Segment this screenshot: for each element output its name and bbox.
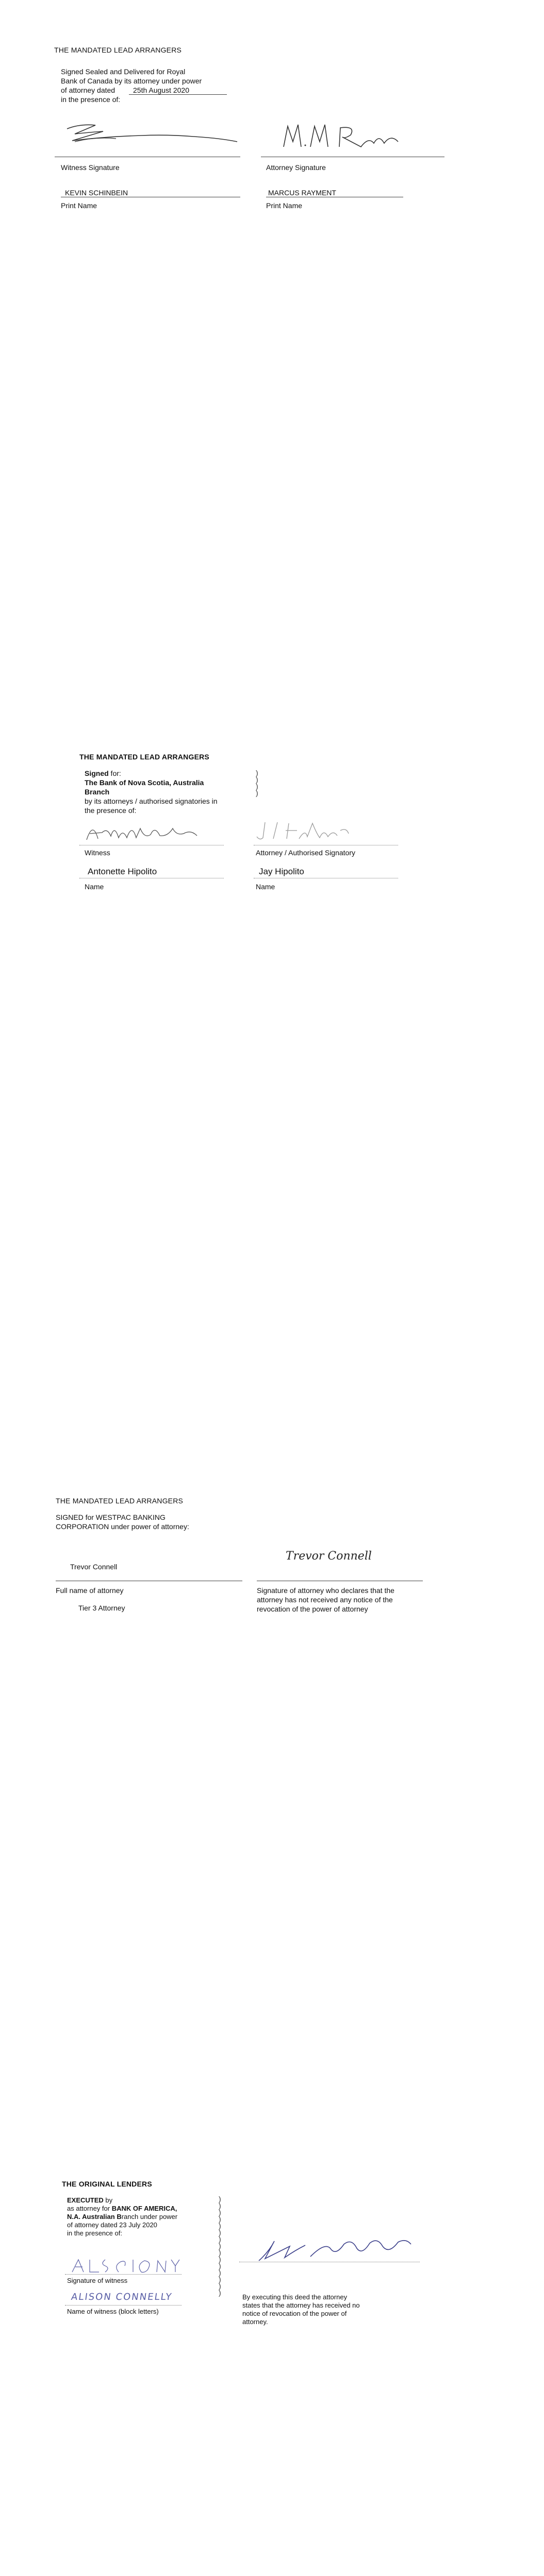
declaration-line-3: revocation of the power of attorney <box>257 1605 368 1613</box>
as-attorney-bold: BANK OF AMERICA, <box>111 2205 177 2212</box>
section-heading: THE MANDATED LEAD ARRANGERS <box>79 753 209 761</box>
section-heading: THE MANDATED LEAD ARRANGERS <box>56 1497 184 1505</box>
attorney-full-name: Trevor Connell <box>70 1563 118 1571</box>
witness-label: Witness <box>85 849 110 857</box>
presence-text: in the presence of: <box>67 2229 122 2237</box>
witness-signature-label: Signature of witness <box>67 2277 128 2284</box>
poa-line: of attorney dated 23 July 2020 <box>67 2221 157 2229</box>
witness-name-label: Name of witness (block letters) <box>67 2308 159 2315</box>
witness-name: KEVIN SCHINBEIN <box>65 189 128 197</box>
attorney-title: Tier 3 Attorney <box>78 1604 125 1612</box>
signed-for-line <box>85 769 121 778</box>
declaration-line-3: notice of revocation of the power of <box>242 2310 347 2317</box>
intro-line-1: Signed Sealed and Delivered for Royal <box>61 67 186 76</box>
declaration-line-1: By executing this deed the attorney <box>242 2293 348 2301</box>
bracket-column: ) ) ) ) <box>256 769 258 797</box>
declaration-line-4: attorney. <box>242 2318 268 2326</box>
signed-for-rest: for: <box>108 769 121 777</box>
print-name-label-right: Print Name <box>266 201 303 210</box>
attorney-signature-label: Attorney Signature <box>266 163 326 172</box>
entity-line-2: Branch <box>85 788 110 796</box>
attorney-handwritten-signature: Trevor Connell <box>286 1550 372 1563</box>
witness-signature-image <box>64 121 240 152</box>
attorney-signature-image <box>278 118 402 155</box>
entity-line-1: The Bank of Nova Scotia, Australia <box>85 778 204 787</box>
poa-date-underline <box>129 94 227 95</box>
print-name-label-left: Print Name <box>61 201 97 210</box>
witness-signature-image <box>83 818 206 844</box>
name-label-right: Name <box>256 883 275 891</box>
by-line-1: by its attorneys / authorised signatories in <box>85 797 218 805</box>
witness-signature-label: Witness Signature <box>61 163 120 172</box>
executed-rest: by <box>103 2196 113 2204</box>
attorney-label: Attorney / Authorised Signatory <box>256 849 355 857</box>
witness-name-handwritten: ALISON CONNELLY <box>70 2292 173 2302</box>
attorney-name: Jay Hipolito <box>259 867 304 876</box>
entity-rest: ranch under power <box>121 2213 178 2221</box>
entity-bold-b: B <box>117 2213 122 2221</box>
full-name-label: Full name of attorney <box>56 1586 124 1595</box>
attorney-name: MARCUS RAYMENT <box>268 189 336 197</box>
bracket-column: ) ) ) ) ) ) ) ) ) ) ) ) ) ) ) <box>219 2195 221 2297</box>
witness-signature-line <box>65 2274 182 2275</box>
declaration-line-2: attorney has not received any notice of the <box>257 1596 393 1604</box>
signed-line-1: SIGNED for WESTPAC BANKING <box>56 1513 166 1521</box>
presence-text: in the presence of: <box>61 95 121 104</box>
intro-line-2: Bank of Canada by its attorney under power <box>61 77 202 85</box>
executed-label: EXECUTED <box>67 2196 104 2204</box>
as-attorney-pre: as attorney for <box>67 2205 112 2212</box>
intro-line-3: of attorney dated <box>61 86 116 94</box>
declaration-line-2: states that the attorney has received no <box>242 2301 360 2309</box>
name-label-left: Name <box>85 883 104 891</box>
declaration-line-1: Signature of attorney who declares that the <box>257 1586 394 1595</box>
signed-label: Signed <box>85 769 109 777</box>
attorney-signature-image <box>256 818 359 844</box>
poa-date: 25th August 2020 <box>133 86 189 94</box>
witness-name-line <box>65 2305 182 2306</box>
entity-bold: N.A. Australian <box>67 2213 115 2221</box>
witness-signature-image <box>69 2257 183 2275</box>
witness-name: Antonette Hipolito <box>88 867 157 876</box>
by-line-2: the presence of: <box>85 806 137 815</box>
section-heading: THE MANDATED LEAD ARRANGERS <box>54 46 182 54</box>
section-heading: THE ORIGINAL LENDERS <box>62 2180 152 2188</box>
signed-line-2: CORPORATION under power of attorney: <box>56 1522 189 1531</box>
